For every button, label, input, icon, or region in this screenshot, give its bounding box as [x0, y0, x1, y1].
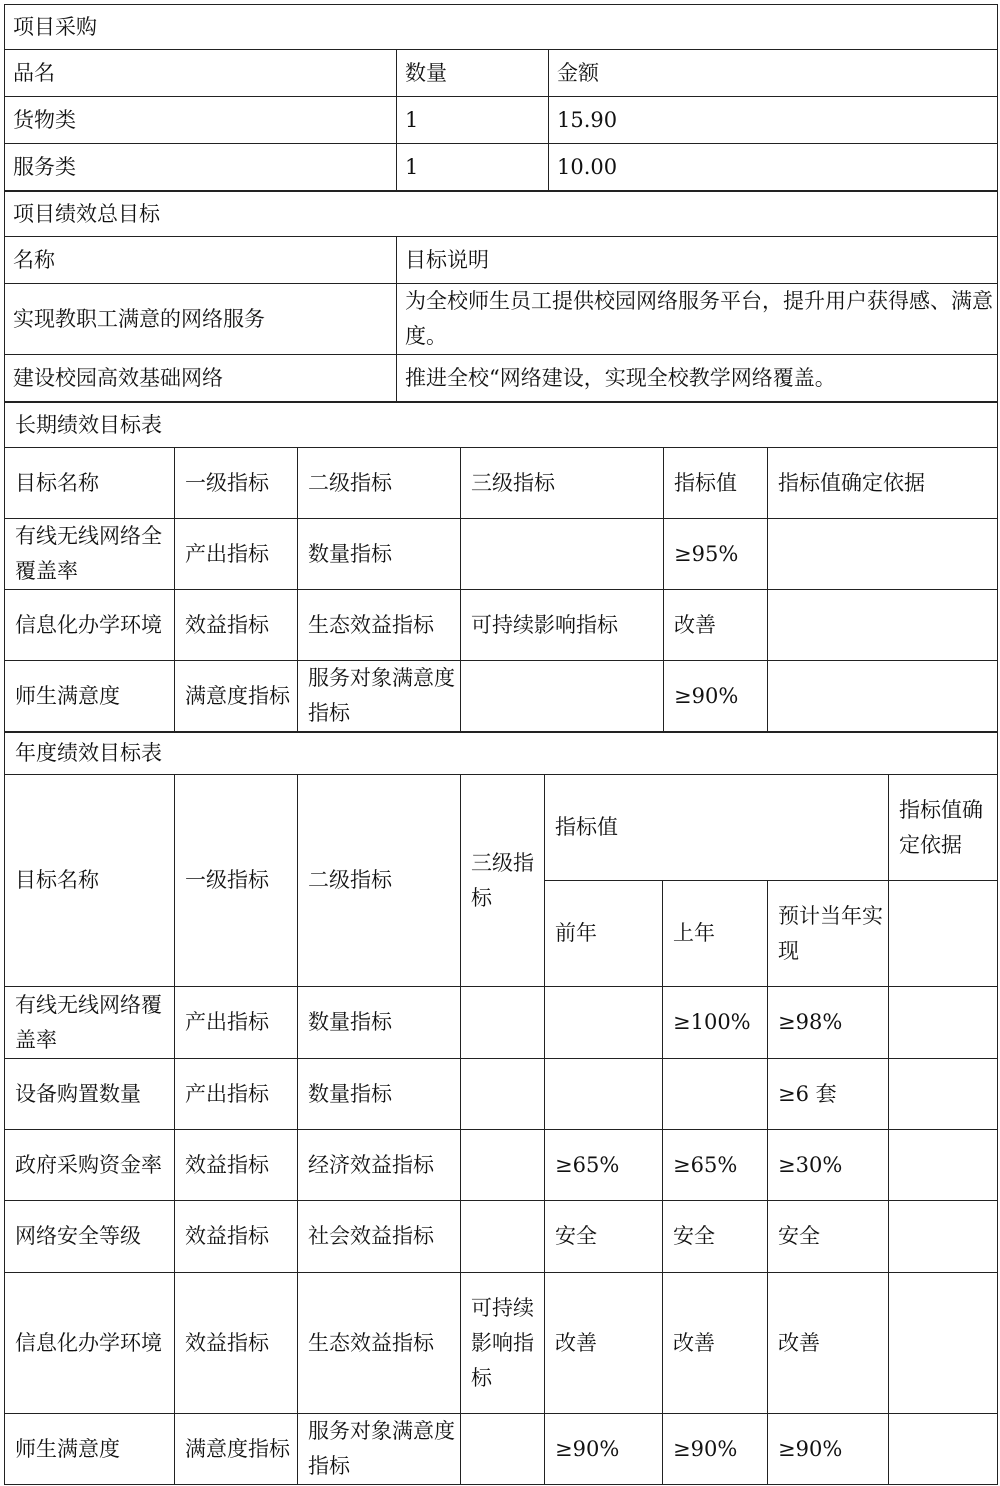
cell: 建设校园高效基础网络 — [5, 355, 397, 402]
cell: ≥98% — [768, 987, 889, 1059]
procurement-table — [4, 4, 998, 191]
cell — [889, 1414, 998, 1485]
cell: 数量指标 — [298, 987, 461, 1059]
header-current: 预计当年实现 — [768, 881, 889, 987]
cell: 服务对象满意度指标 — [298, 661, 461, 732]
cell: 经济效益指标 — [298, 1130, 461, 1201]
header-goal-name: 目标名称 — [5, 775, 175, 987]
table-row — [5, 1059, 998, 1130]
cell: 安全 — [768, 1201, 889, 1273]
header-description: 目标说明 — [397, 237, 998, 284]
header-goal-name: 目标名称 — [5, 448, 175, 519]
cell: 改善 — [664, 590, 768, 661]
cell: 产出指标 — [175, 1059, 298, 1130]
cell: 满意度指标 — [175, 661, 298, 732]
header-amount: 金额 — [549, 50, 998, 97]
cell: 15.90 — [549, 97, 998, 144]
cell: 生态效益指标 — [298, 590, 461, 661]
header-level3: 三级指标 — [461, 775, 545, 987]
header-prev1: 上年 — [663, 881, 768, 987]
document — [4, 4, 997, 1485]
cell: 10.00 — [549, 144, 998, 191]
cell: 效益指标 — [175, 1201, 298, 1273]
table-row — [5, 97, 998, 144]
header-level3: 三级指标 — [461, 448, 664, 519]
cell: 效益指标 — [175, 1273, 298, 1414]
cell: 产出指标 — [175, 987, 298, 1059]
cell: ≥100% — [663, 987, 768, 1059]
cell — [889, 881, 998, 987]
cell: ≥90% — [664, 661, 768, 732]
table-row — [5, 355, 998, 402]
overall-goal-table — [4, 191, 998, 402]
cell: ≥30% — [768, 1130, 889, 1201]
cell — [889, 1201, 998, 1273]
cell: 有线无线网络覆盖率 — [5, 987, 175, 1059]
header-level1: 一级指标 — [175, 775, 298, 987]
table-row — [5, 1130, 998, 1201]
cell — [545, 1059, 663, 1130]
cell — [768, 590, 998, 661]
cell — [461, 1414, 545, 1485]
cell: 推进全校“网络建设，实现全校教学网络覆盖。 — [397, 355, 998, 402]
cell: ≥6 套 — [768, 1059, 889, 1130]
cell: 满意度指标 — [175, 1414, 298, 1485]
cell — [889, 987, 998, 1059]
table-row — [5, 284, 998, 355]
header-prev2: 前年 — [545, 881, 663, 987]
cell: 可持续影响指标 — [461, 1273, 545, 1414]
cell: 可持续影响指标 — [461, 590, 664, 661]
cell — [768, 661, 998, 732]
cell — [768, 519, 998, 590]
cell: 改善 — [663, 1273, 768, 1414]
cell — [889, 1130, 998, 1201]
cell: 效益指标 — [175, 1130, 298, 1201]
table-row — [5, 1201, 998, 1273]
cell: 服务类 — [5, 144, 397, 191]
cell: 货物类 — [5, 97, 397, 144]
cell: ≥95% — [664, 519, 768, 590]
cell: 社会效益指标 — [298, 1201, 461, 1273]
cell: ≥90% — [545, 1414, 663, 1485]
cell: 产出指标 — [175, 519, 298, 590]
cell: ≥65% — [663, 1130, 768, 1201]
cell: 信息化办学环境 — [5, 590, 175, 661]
overall-goal-title: 项目绩效总目标 — [5, 192, 998, 237]
annual-title: 年度绩效目标表 — [5, 733, 998, 775]
cell: 为全校师生员工提供校园网络服务平台，提升用户获得感、满意度。 — [397, 284, 998, 355]
cell: ≥90% — [768, 1414, 889, 1485]
header-level2: 二级指标 — [298, 448, 461, 519]
cell — [889, 1059, 998, 1130]
cell: 网络安全等级 — [5, 1201, 175, 1273]
table-row — [5, 590, 998, 661]
cell — [461, 1201, 545, 1273]
table-row — [5, 1414, 998, 1485]
cell: 改善 — [545, 1273, 663, 1414]
header-name: 名称 — [5, 237, 397, 284]
annual-table — [4, 732, 998, 1485]
cell: 服务对象满意度指标 — [298, 1414, 461, 1485]
cell — [663, 1059, 768, 1130]
cell: 政府采购资金率 — [5, 1130, 175, 1201]
long-term-table — [4, 402, 998, 732]
cell — [461, 519, 664, 590]
cell: 生态效益指标 — [298, 1273, 461, 1414]
header-basis: 指标值确定依据 — [889, 775, 998, 881]
table-row — [5, 144, 998, 191]
header-quantity: 数量 — [397, 50, 549, 97]
cell: 效益指标 — [175, 590, 298, 661]
cell: 师生满意度 — [5, 661, 175, 732]
cell: 数量指标 — [298, 1059, 461, 1130]
table-row — [5, 519, 998, 590]
header-value: 指标值 — [545, 775, 889, 881]
cell — [461, 987, 545, 1059]
cell: 1 — [397, 97, 549, 144]
cell: ≥65% — [545, 1130, 663, 1201]
cell — [545, 987, 663, 1059]
cell: 安全 — [545, 1201, 663, 1273]
cell — [461, 661, 664, 732]
cell: 1 — [397, 144, 549, 191]
table-row — [5, 1273, 998, 1414]
cell: 改善 — [768, 1273, 889, 1414]
header-basis: 指标值确定依据 — [768, 448, 998, 519]
procurement-title: 项目采购 — [5, 5, 998, 50]
cell: ≥90% — [663, 1414, 768, 1485]
table-row — [5, 987, 998, 1059]
cell: 安全 — [663, 1201, 768, 1273]
cell — [461, 1130, 545, 1201]
cell: 设备购置数量 — [5, 1059, 175, 1130]
long-term-title: 长期绩效目标表 — [5, 403, 998, 448]
header-level1: 一级指标 — [175, 448, 298, 519]
header-item-name: 品名 — [5, 50, 397, 97]
cell: 信息化办学环境 — [5, 1273, 175, 1414]
header-level2: 二级指标 — [298, 775, 461, 987]
header-value: 指标值 — [664, 448, 768, 519]
cell: 实现教职工满意的网络服务 — [5, 284, 397, 355]
cell: 数量指标 — [298, 519, 461, 590]
cell: 师生满意度 — [5, 1414, 175, 1485]
cell — [889, 1273, 998, 1414]
table-row — [5, 661, 998, 732]
cell — [461, 1059, 545, 1130]
cell: 有线无线网络全覆盖率 — [5, 519, 175, 590]
